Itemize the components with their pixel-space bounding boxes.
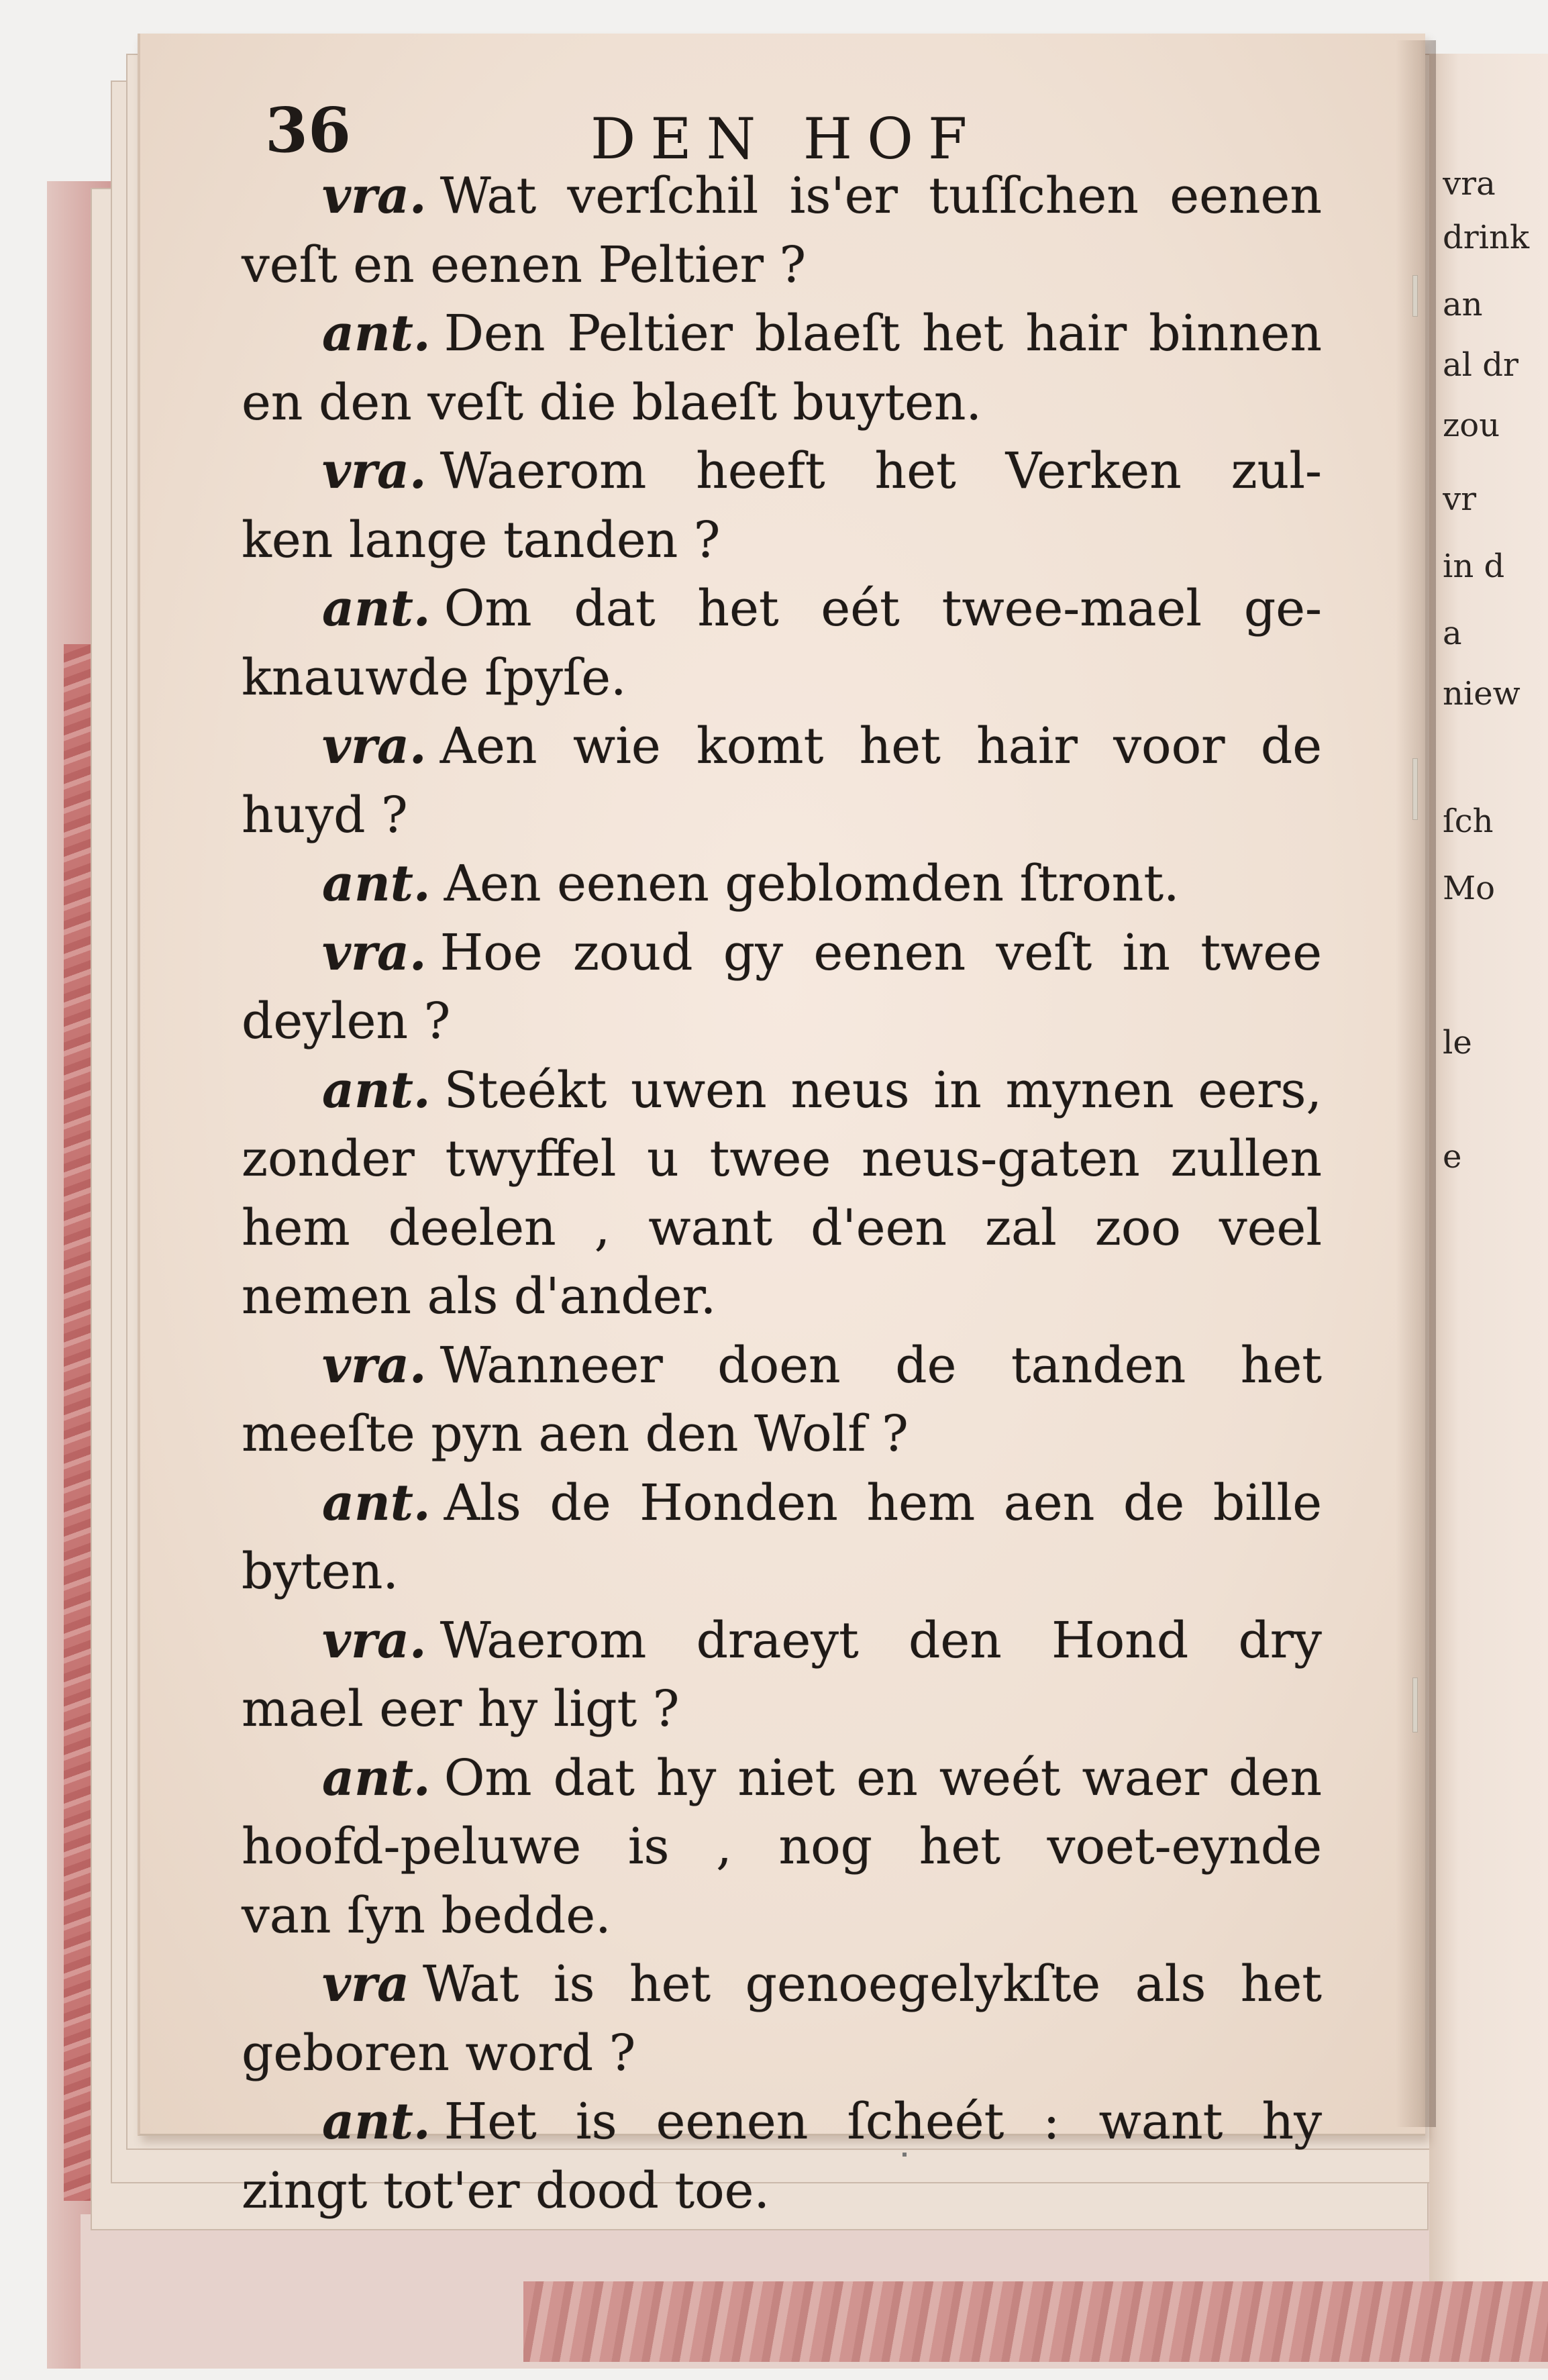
- line-text: van ſyn bedde.: [242, 1887, 611, 1945]
- entry-line: [242, 2024, 1322, 2082]
- line-text: Als de Honden hem aen de bille: [444, 1474, 1322, 1532]
- line-text: geboren word ?: [242, 2024, 636, 2082]
- line-text: Waerom draeyt den Hond dry: [440, 1612, 1322, 1669]
- entry-line: [242, 511, 1322, 569]
- entry-first-line: [322, 580, 1322, 637]
- entry-first-line: [322, 2093, 1322, 2151]
- question-label: vra.: [322, 717, 427, 775]
- line-text: Wanneer doen de tanden het: [440, 1337, 1322, 1394]
- entry-line: [242, 236, 1322, 294]
- binding-stitch: [1412, 758, 1418, 820]
- line-text: ken lange tanden ?: [242, 511, 721, 569]
- entry-line: [242, 992, 1322, 1050]
- line-text: nemen als d'ander.: [242, 1267, 717, 1325]
- entry-first-line: [322, 442, 1322, 500]
- line-text: Aen eenen geblomden ſtront.: [444, 855, 1180, 913]
- line-text: zingt tot'er dood toe.: [242, 2162, 770, 2220]
- answer-label: ant.: [322, 855, 431, 913]
- question-label: vra.: [322, 442, 427, 500]
- page-number: 36: [265, 94, 352, 166]
- entry-first-line: [322, 305, 1322, 362]
- question-label: vra: [322, 1955, 409, 2013]
- entry-line: [242, 2162, 1322, 2220]
- entry-first-line: [322, 855, 1322, 913]
- entry-first-line: [322, 1337, 1322, 1394]
- facing-page-fragment: vr: [1443, 483, 1477, 515]
- line-text: Waerom heeft het Verken zul-: [440, 442, 1322, 500]
- entry-line: [242, 1818, 1322, 1875]
- cover-marbled-band: [523, 2281, 1548, 2362]
- entry-line: [242, 1130, 1322, 1188]
- binding-stitch: [1412, 275, 1418, 317]
- answer-label: ant.: [322, 1062, 431, 1119]
- entry-line: [242, 1199, 1322, 1257]
- facing-page-fragment: niew: [1443, 678, 1520, 710]
- entry-line: [242, 649, 1322, 707]
- answer-label: ant.: [322, 2093, 431, 2151]
- line-text: Aen wie komt het hair voor de: [440, 717, 1322, 775]
- facing-page-fragment: zou: [1443, 409, 1500, 442]
- facing-page-fragment: an: [1443, 289, 1483, 321]
- question-label: vra.: [322, 924, 427, 982]
- facing-page-fragment: al dr: [1443, 349, 1518, 381]
- question-label: vra.: [322, 1612, 427, 1669]
- entry-line: [242, 1543, 1322, 1600]
- answer-label: ant.: [322, 1749, 431, 1807]
- entry-line: [242, 786, 1322, 844]
- line-text: Om dat het eét twee-mael ge-: [444, 580, 1322, 637]
- entry-first-line: [322, 717, 1322, 775]
- facing-page-fragment: Mo: [1443, 872, 1496, 904]
- facing-page-fragment: a: [1443, 617, 1462, 650]
- answer-label: ant.: [322, 305, 431, 362]
- line-text: Steékt uwen neus in mynen eers,: [444, 1062, 1322, 1119]
- entry-first-line: [322, 167, 1322, 225]
- line-text: Hoe zoud gy eenen veſt in twee: [440, 924, 1322, 982]
- line-text: mael eer hy ligt ?: [242, 1680, 680, 1738]
- line-text: knauwde ſpyſe.: [242, 649, 627, 707]
- entry-first-line: [322, 924, 1322, 982]
- line-text: hem deelen , want d'een zal zoo veel: [242, 1199, 1322, 1257]
- question-label: vra.: [322, 1337, 427, 1394]
- entry-first-line: [322, 1474, 1322, 1532]
- line-text: Het is eenen ſcheét : want hy: [444, 2093, 1322, 2151]
- answer-label: ant.: [322, 1474, 431, 1532]
- entry-line: [242, 1680, 1322, 1738]
- line-text: veſt en eenen Peltier ?: [242, 236, 807, 294]
- question-label: vra.: [322, 167, 427, 225]
- page-gutter: [1396, 40, 1436, 2127]
- line-text: zonder twyffel u twee neus-gaten zullen: [242, 1130, 1322, 1188]
- facing-page-fragment: ſch: [1443, 805, 1494, 837]
- line-text: Den Peltier blaeſt het hair binnen: [444, 305, 1322, 362]
- running-head: DEN HOF: [590, 106, 982, 172]
- line-text: Om dat hy niet en weét waer den: [444, 1749, 1322, 1807]
- dust-speck: [902, 2153, 907, 2157]
- entry-first-line: [322, 1955, 1322, 2013]
- entry-first-line: [322, 1612, 1322, 1669]
- entry-first-line: [322, 1749, 1322, 1807]
- line-text: en den veſt die blaeſt buyten.: [242, 374, 982, 431]
- facing-page-fragment: e: [1443, 1141, 1462, 1173]
- entry-line: [242, 374, 1322, 431]
- entry-line: [242, 1267, 1322, 1325]
- line-text: Wat is het genoegelykſte als het: [422, 1955, 1322, 2013]
- facing-page-fragment: le: [1443, 1027, 1472, 1059]
- entry-line: [242, 1405, 1322, 1463]
- line-text: hoofd-peluwe is , nog het voet-eynde: [242, 1818, 1322, 1875]
- line-text: Wat verſchil is'er tuſſchen eenen: [440, 167, 1322, 225]
- binding-stitch: [1412, 1677, 1418, 1732]
- line-text: deylen ?: [242, 992, 451, 1050]
- facing-page-fragment: vra: [1443, 168, 1496, 200]
- line-text: byten.: [242, 1543, 399, 1600]
- facing-page-fragment: drink: [1443, 221, 1530, 254]
- facing-page-fragment: in d: [1443, 550, 1505, 582]
- entry-line: [242, 1887, 1322, 1945]
- line-text: meeſte pyn aen den Wolf ?: [242, 1405, 909, 1463]
- answer-label: ant.: [322, 580, 431, 637]
- line-text: huyd ?: [242, 786, 408, 844]
- entry-first-line: [322, 1062, 1322, 1119]
